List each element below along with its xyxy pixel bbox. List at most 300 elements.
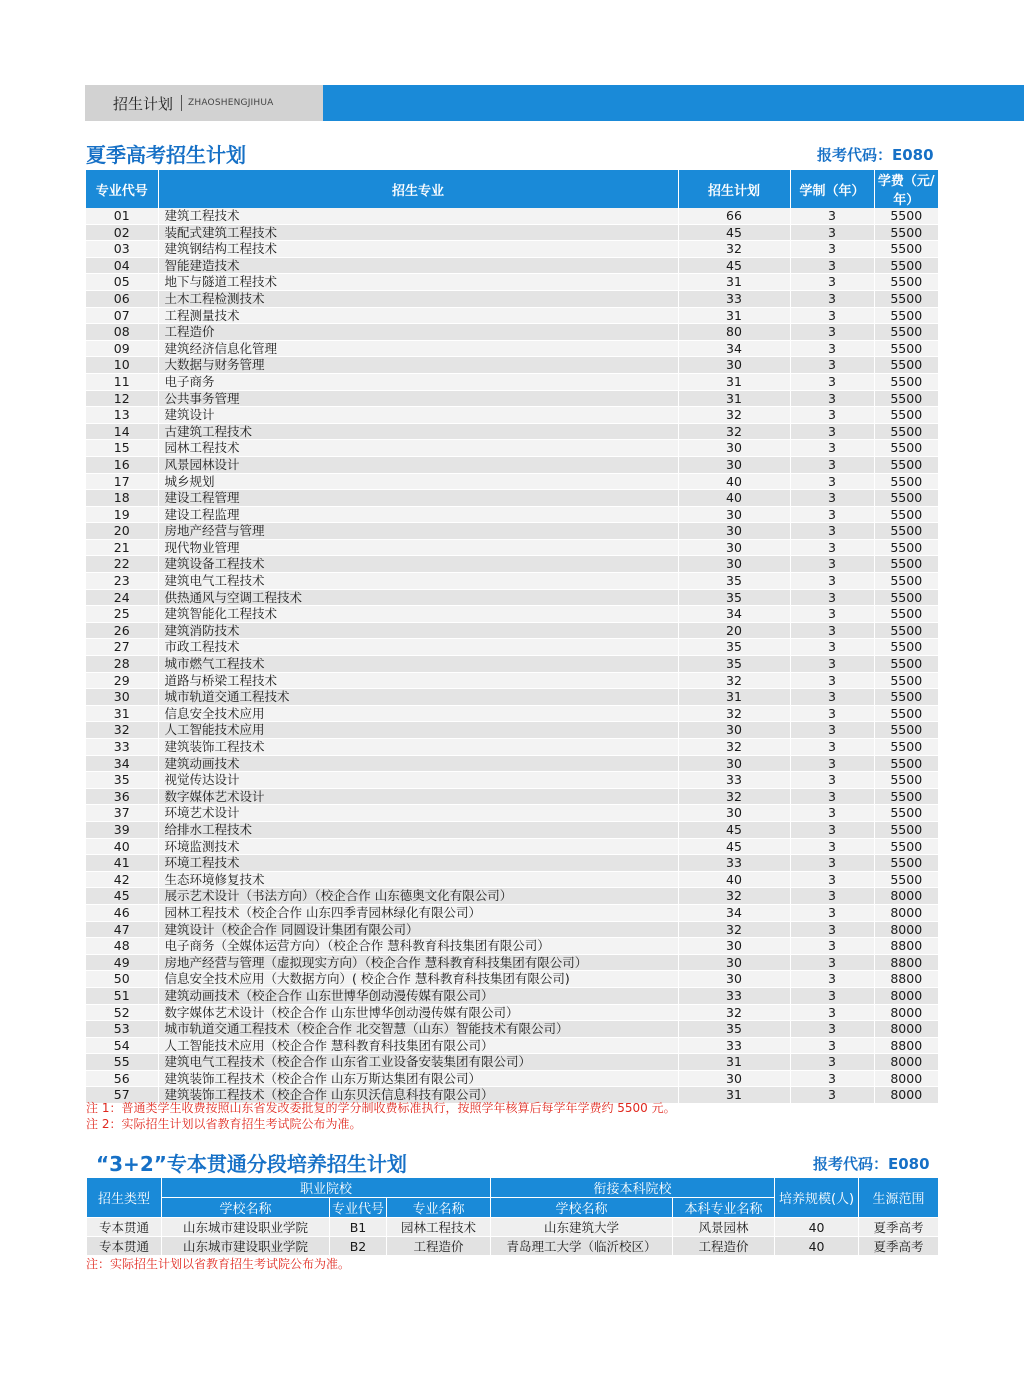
- major-code-cell: 24: [86, 589, 158, 606]
- plan-count-cell: 32: [678, 407, 790, 424]
- duration-cell: 3: [790, 1070, 874, 1087]
- major-name-cell: 城市燃气工程技术: [158, 656, 678, 673]
- joint-plan-code: 报考代码：E080: [813, 1155, 930, 1173]
- duration-cell: 3: [790, 290, 874, 307]
- duration-cell: 3: [790, 440, 874, 457]
- tuition-cell: 5500: [874, 440, 938, 457]
- major-name-cell: 市政工程技术: [158, 639, 678, 656]
- plan-count-cell: 30: [678, 954, 790, 971]
- tuition-cell: 5500: [874, 490, 938, 507]
- major-name-cell: 房地产经营与管理: [158, 523, 678, 540]
- major-code-cell: 36: [86, 788, 158, 805]
- major-name-cell: 电子商务（全媒体运营方向）（校企合作 慧科教育科技集团有限公司）: [158, 938, 678, 955]
- table-row: [86, 290, 938, 307]
- table-row: [86, 821, 938, 838]
- duration-cell: 3: [790, 357, 874, 374]
- col-source: 生源范围: [859, 1178, 939, 1218]
- section-tab-cn: 招生计划: [113, 94, 174, 113]
- major-name-cell: 地下与隧道工程技术: [158, 274, 678, 291]
- major-code-cell: 06: [86, 290, 158, 307]
- plan-count-cell: 45: [678, 838, 790, 855]
- tuition-cell: 5500: [874, 739, 938, 756]
- table-row: [86, 1021, 938, 1038]
- plan-count-cell: 32: [678, 1004, 790, 1021]
- tuition-cell: 5500: [874, 456, 938, 473]
- tuition-cell: 5500: [874, 390, 938, 407]
- tuition-cell: 5500: [874, 257, 938, 274]
- tuition-cell: 5500: [874, 290, 938, 307]
- plan-count-cell: 33: [678, 987, 790, 1004]
- major-code-cell: 55: [86, 1054, 158, 1071]
- major-code-cell: 29: [86, 672, 158, 689]
- table-row: [87, 1237, 939, 1256]
- duration-cell: 3: [790, 606, 874, 623]
- plan-count-cell: 45: [678, 821, 790, 838]
- major-name-cell: 给排水工程技术: [158, 821, 678, 838]
- plan-count-cell: 32: [678, 705, 790, 722]
- major-code-cell: 35: [86, 772, 158, 789]
- major-code-cell: 22: [86, 556, 158, 573]
- major-name-cell: 信息安全技术应用: [158, 705, 678, 722]
- tuition-cell: 8000: [874, 987, 938, 1004]
- tuition-cell: 5500: [874, 241, 938, 258]
- voc-major-cell: 园林工程技术: [387, 1218, 491, 1237]
- col-major-code: 专业代号: [86, 170, 158, 208]
- major-code-cell: 39: [86, 821, 158, 838]
- duration-cell: 3: [790, 656, 874, 673]
- table-row: [86, 672, 938, 689]
- table-row: [86, 257, 938, 274]
- plan-count-cell: 33: [678, 290, 790, 307]
- major-code-cell: 33: [86, 739, 158, 756]
- tuition-cell: 8000: [874, 1087, 938, 1104]
- table-row: [86, 639, 938, 656]
- duration-cell: 3: [790, 407, 874, 424]
- table-row: [86, 589, 938, 606]
- tuition-cell: 5500: [874, 722, 938, 739]
- tuition-cell: 8000: [874, 1070, 938, 1087]
- major-name-cell: 建筑经济信息化管理: [158, 340, 678, 357]
- major-code-cell: 49: [86, 954, 158, 971]
- table-row: [86, 606, 938, 623]
- voc-school-cell: 山东城市建设职业学院: [162, 1218, 330, 1237]
- major-name-cell: 工程造价: [158, 324, 678, 341]
- tuition-cell: 5500: [874, 656, 938, 673]
- major-code-cell: 25: [86, 606, 158, 623]
- duration-cell: 3: [790, 739, 874, 756]
- note-2: 注 2：实际招生计划以省教育招生考试院公布为准。: [86, 1117, 362, 1131]
- tuition-cell: 8000: [874, 1004, 938, 1021]
- tuition-cell: 5500: [874, 573, 938, 590]
- plan-count-cell: 30: [678, 805, 790, 822]
- major-code-cell: 08: [86, 324, 158, 341]
- major-code-cell: 53: [86, 1021, 158, 1038]
- major-code-cell: 23: [86, 573, 158, 590]
- tuition-cell: 5500: [874, 423, 938, 440]
- plan-count-cell: 32: [678, 788, 790, 805]
- note-joint: 注：实际招生计划以省教育招生考试院公布为准。: [86, 1257, 351, 1271]
- duration-cell: 3: [790, 772, 874, 789]
- table-row: [86, 423, 938, 440]
- major-name-cell: 园林工程技术（校企合作 山东四季青园林绿化有限公司）: [158, 904, 678, 921]
- major-name-cell: 建筑工程技术: [158, 208, 678, 224]
- plan-count-cell: 34: [678, 904, 790, 921]
- duration-cell: 3: [790, 722, 874, 739]
- tuition-cell: 5500: [874, 705, 938, 722]
- major-code-cell: 52: [86, 1004, 158, 1021]
- table-row: [86, 921, 938, 938]
- major-name-cell: 园林工程技术: [158, 440, 678, 457]
- duration-cell: 3: [790, 1021, 874, 1038]
- duration-cell: 3: [790, 473, 874, 490]
- plan-count-cell: 35: [678, 656, 790, 673]
- tuition-cell: 5500: [874, 689, 938, 706]
- major-name-cell: 风景园林设计: [158, 456, 678, 473]
- major-code-cell: 21: [86, 539, 158, 556]
- plan-count-cell: 30: [678, 506, 790, 523]
- major-name-cell: 建筑消防技术: [158, 622, 678, 639]
- plan-count-cell: 32: [678, 241, 790, 258]
- duration-cell: 3: [790, 589, 874, 606]
- col-ug-major: 本科专业名称: [673, 1198, 775, 1218]
- plan-count-cell: 40: [678, 490, 790, 507]
- table-row: [86, 739, 938, 756]
- tuition-cell: 5500: [874, 821, 938, 838]
- major-name-cell: 建筑装饰工程技术（校企合作 山东万斯达集团有限公司）: [158, 1070, 678, 1087]
- plan-count-cell: 30: [678, 938, 790, 955]
- duration-cell: 3: [790, 1054, 874, 1071]
- major-name-cell: 电子商务: [158, 373, 678, 390]
- major-code-cell: 50: [86, 971, 158, 988]
- major-code-cell: 26: [86, 622, 158, 639]
- plan-count-cell: 31: [678, 307, 790, 324]
- plan-count-cell: 33: [678, 855, 790, 872]
- tuition-cell: 5500: [874, 755, 938, 772]
- major-name-cell: 古建筑工程技术: [158, 423, 678, 440]
- tuition-cell: 5500: [874, 672, 938, 689]
- plan-count-cell: 45: [678, 257, 790, 274]
- duration-cell: 3: [790, 689, 874, 706]
- tuition-cell: 5500: [874, 373, 938, 390]
- plan-count-cell: 66: [678, 208, 790, 224]
- major-name-cell: 城市轨道交通工程技术: [158, 689, 678, 706]
- note-1: 注 1：普通类学生收费按照山东省发改委批复的学分制收费标准执行，按照学年核算后每学年学费约 5500 元。: [86, 1101, 676, 1115]
- table-row: [86, 788, 938, 805]
- table-row: [86, 490, 938, 507]
- table-row: [86, 506, 938, 523]
- table-row: [86, 656, 938, 673]
- major-name-cell: 建筑智能化工程技术: [158, 606, 678, 623]
- major-name-cell: 视觉传达设计: [158, 772, 678, 789]
- duration-cell: 3: [790, 539, 874, 556]
- major-code-cell: 57: [86, 1087, 158, 1104]
- tuition-cell: 5500: [874, 855, 938, 872]
- major-name-cell: 建筑电气工程技术（校企合作 山东省工业设备安装集团有限公司）: [158, 1054, 678, 1071]
- section-tab-en: ZHAOSHENGJIHUA: [188, 98, 274, 108]
- duration-cell: 3: [790, 805, 874, 822]
- major-code-cell: 30: [86, 689, 158, 706]
- table-row: [86, 573, 938, 590]
- tuition-cell: 8800: [874, 971, 938, 988]
- major-name-cell: 展示艺术设计（书法方向）（校企合作 山东德奥文化有限公司）: [158, 888, 678, 905]
- table-row: [86, 938, 938, 955]
- table-row: [86, 772, 938, 789]
- table-row: [86, 539, 938, 556]
- scale-cell: 40: [775, 1218, 859, 1237]
- major-name-cell: 环境监测技术: [158, 838, 678, 855]
- major-name-cell: 建筑动画技术: [158, 755, 678, 772]
- major-name-cell: 数字媒体艺术设计（校企合作 山东世博华创动漫传媒有限公司）: [158, 1004, 678, 1021]
- plan-count-cell: 80: [678, 324, 790, 341]
- table-row: [86, 888, 938, 905]
- duration-cell: 3: [790, 274, 874, 291]
- duration-cell: 3: [790, 456, 874, 473]
- tuition-cell: 5500: [874, 539, 938, 556]
- tab-divider: [181, 95, 182, 111]
- duration-cell: 3: [790, 672, 874, 689]
- table-row: [86, 722, 938, 739]
- voc-school-cell: 山东城市建设职业学院: [162, 1237, 330, 1256]
- table-row: [86, 689, 938, 706]
- col-enroll-type: 招生类型: [87, 1178, 162, 1218]
- plan-count-cell: 30: [678, 456, 790, 473]
- tuition-cell: 8000: [874, 921, 938, 938]
- major-code-cell: 31: [86, 705, 158, 722]
- plan-count-cell: 32: [678, 888, 790, 905]
- table-row: [86, 838, 938, 855]
- duration-cell: 3: [790, 490, 874, 507]
- ug-school-cell: 山东建筑大学: [491, 1218, 673, 1237]
- duration-cell: 3: [790, 954, 874, 971]
- tuition-cell: 8000: [874, 888, 938, 905]
- major-name-cell: 建筑设计: [158, 407, 678, 424]
- voc-major-cell: 工程造价: [387, 1237, 491, 1256]
- tuition-cell: 8000: [874, 1021, 938, 1038]
- tuition-cell: 8000: [874, 1054, 938, 1071]
- duration-cell: 3: [790, 855, 874, 872]
- table-row: [86, 440, 938, 457]
- major-code-cell: 27: [86, 639, 158, 656]
- duration-cell: 3: [790, 224, 874, 241]
- plan-count-cell: 31: [678, 274, 790, 291]
- tuition-cell: 5500: [874, 208, 938, 224]
- source-cell: 夏季高考: [859, 1218, 939, 1237]
- plan-count-cell: 34: [678, 606, 790, 623]
- table-row: [86, 224, 938, 241]
- major-code-cell: 48: [86, 938, 158, 955]
- tuition-cell: 5500: [874, 506, 938, 523]
- plan-count-cell: 30: [678, 523, 790, 540]
- major-code-cell: 20: [86, 523, 158, 540]
- major-name-cell: 建筑装饰工程技术: [158, 739, 678, 756]
- tuition-cell: 5500: [874, 772, 938, 789]
- table-row: [86, 904, 938, 921]
- major-code-cell: 37: [86, 805, 158, 822]
- table-row: [86, 307, 938, 324]
- plan-count-cell: 31: [678, 390, 790, 407]
- major-code-cell: 34: [86, 755, 158, 772]
- tuition-cell: 5500: [874, 606, 938, 623]
- ug-major-cell: 风景园林: [673, 1218, 775, 1237]
- duration-cell: 3: [790, 871, 874, 888]
- plan-count-cell: 34: [678, 340, 790, 357]
- tuition-cell: 5500: [874, 838, 938, 855]
- duration-cell: 3: [790, 971, 874, 988]
- duration-cell: 3: [790, 573, 874, 590]
- plan-count-cell: 35: [678, 573, 790, 590]
- plan-count-cell: 32: [678, 739, 790, 756]
- tuition-cell: 5500: [874, 324, 938, 341]
- duration-cell: 3: [790, 208, 874, 224]
- tuition-cell: 5500: [874, 871, 938, 888]
- tuition-cell: 5500: [874, 556, 938, 573]
- ug-school-cell: 青岛理工大学（临沂校区）: [491, 1237, 673, 1256]
- major-name-cell: 工程测量技术: [158, 307, 678, 324]
- plan-count-cell: 30: [678, 440, 790, 457]
- top-banner: [85, 85, 1024, 121]
- tuition-cell: 5500: [874, 274, 938, 291]
- duration-cell: 3: [790, 241, 874, 258]
- major-code-cell: 16: [86, 456, 158, 473]
- major-name-cell: 建筑设计（校企合作 同圆设计集团有限公司）: [158, 921, 678, 938]
- major-code-cell: 07: [86, 307, 158, 324]
- plan-count-cell: 45: [678, 224, 790, 241]
- col-undergrad-group: 衔接本科院校: [491, 1178, 775, 1198]
- duration-cell: 3: [790, 705, 874, 722]
- plan-count-cell: 40: [678, 871, 790, 888]
- table-row: [86, 705, 938, 722]
- major-code-cell: 10: [86, 357, 158, 374]
- enroll-type-cell: 专本贯通: [87, 1237, 162, 1256]
- duration-cell: 3: [790, 423, 874, 440]
- duration-cell: 3: [790, 938, 874, 955]
- major-code-cell: 46: [86, 904, 158, 921]
- tuition-cell: 5500: [874, 407, 938, 424]
- table-row: [86, 357, 938, 374]
- major-code-cell: 09: [86, 340, 158, 357]
- enroll-type-cell: 专本贯通: [87, 1218, 162, 1237]
- major-code-cell: 04: [86, 257, 158, 274]
- major-name-cell: 环境艺术设计: [158, 805, 678, 822]
- duration-cell: 3: [790, 373, 874, 390]
- plan-count-cell: 31: [678, 1087, 790, 1104]
- major-code-cell: 56: [86, 1070, 158, 1087]
- summer-plan-title: 夏季高考招生计划: [86, 143, 246, 167]
- major-code-cell: 40: [86, 838, 158, 855]
- plan-count-cell: 31: [678, 1054, 790, 1071]
- duration-cell: 3: [790, 307, 874, 324]
- major-code-cell: 42: [86, 871, 158, 888]
- plan-count-cell: 30: [678, 722, 790, 739]
- plan-count-cell: 31: [678, 373, 790, 390]
- major-name-cell: 建筑装饰工程技术（校企合作 山东贝沃信息科技有限公司）: [158, 1087, 678, 1104]
- joint-plan-header-row-1: [87, 1178, 939, 1198]
- table-row: [86, 473, 938, 490]
- col-tuition: 学费（元/年）: [874, 170, 938, 208]
- table-row: [86, 241, 938, 258]
- voc-code-cell: B2: [330, 1237, 387, 1256]
- summer-plan-header-row: [86, 170, 938, 208]
- scale-cell: 40: [775, 1237, 859, 1256]
- duration-cell: 3: [790, 987, 874, 1004]
- duration-cell: 3: [790, 755, 874, 772]
- major-name-cell: 城市轨道交通工程技术（校企合作 北交智慧（山东）智能技术有限公司）: [158, 1021, 678, 1038]
- major-name-cell: 供热通风与空调工程技术: [158, 589, 678, 606]
- major-code-cell: 05: [86, 274, 158, 291]
- plan-count-cell: 40: [678, 473, 790, 490]
- table-row: [86, 871, 938, 888]
- tuition-cell: 5500: [874, 589, 938, 606]
- major-name-cell: 建筑动画技术（校企合作 山东世博华创动漫传媒有限公司）: [158, 987, 678, 1004]
- table-row: [86, 456, 938, 473]
- plan-count-cell: 30: [678, 357, 790, 374]
- tuition-cell: 5500: [874, 788, 938, 805]
- tuition-cell: 5500: [874, 340, 938, 357]
- major-name-cell: 智能建造技术: [158, 257, 678, 274]
- tuition-cell: 5500: [874, 639, 938, 656]
- col-ug-school: 学校名称: [491, 1198, 673, 1218]
- major-name-cell: 土木工程检测技术: [158, 290, 678, 307]
- table-row: [86, 971, 938, 988]
- section-tab: [85, 85, 323, 121]
- duration-cell: 3: [790, 838, 874, 855]
- plan-count-cell: 31: [678, 689, 790, 706]
- table-row: [86, 523, 938, 540]
- table-row: [86, 407, 938, 424]
- tuition-cell: 5500: [874, 805, 938, 822]
- major-name-cell: 建筑电气工程技术: [158, 573, 678, 590]
- tuition-cell: 5500: [874, 224, 938, 241]
- plan-count-cell: 20: [678, 622, 790, 639]
- col-voc-major: 专业名称: [387, 1198, 491, 1218]
- joint-plan-table: [86, 1177, 939, 1256]
- major-name-cell: 环境工程技术: [158, 855, 678, 872]
- major-code-cell: 47: [86, 921, 158, 938]
- tuition-cell: 5500: [874, 307, 938, 324]
- plan-count-cell: 35: [678, 589, 790, 606]
- plan-count-cell: 35: [678, 1021, 790, 1038]
- col-vocational-group: 职业院校: [162, 1178, 491, 1198]
- major-code-cell: 41: [86, 855, 158, 872]
- major-code-cell: 15: [86, 440, 158, 457]
- major-code-cell: 11: [86, 373, 158, 390]
- duration-cell: 3: [790, 904, 874, 921]
- col-voc-code: 专业代号: [330, 1198, 387, 1218]
- major-code-cell: 17: [86, 473, 158, 490]
- plan-count-cell: 30: [678, 1070, 790, 1087]
- table-row: [86, 987, 938, 1004]
- major-name-cell: 数字媒体艺术设计: [158, 788, 678, 805]
- summer-plan-table: [86, 170, 938, 1104]
- plan-count-cell: 33: [678, 772, 790, 789]
- duration-cell: 3: [790, 506, 874, 523]
- major-code-cell: 32: [86, 722, 158, 739]
- major-code-cell: 12: [86, 390, 158, 407]
- major-name-cell: 人工智能技术应用: [158, 722, 678, 739]
- major-name-cell: 现代物业管理: [158, 539, 678, 556]
- major-code-cell: 54: [86, 1037, 158, 1054]
- summer-plan-code: 报考代码：E080: [817, 146, 934, 164]
- tuition-cell: 5500: [874, 473, 938, 490]
- plan-count-cell: 33: [678, 1037, 790, 1054]
- source-cell: 夏季高考: [859, 1237, 939, 1256]
- major-code-cell: 51: [86, 987, 158, 1004]
- major-name-cell: 装配式建筑工程技术: [158, 224, 678, 241]
- tuition-cell: 8800: [874, 954, 938, 971]
- table-row: [86, 208, 938, 224]
- plan-count-cell: 32: [678, 423, 790, 440]
- duration-cell: 3: [790, 921, 874, 938]
